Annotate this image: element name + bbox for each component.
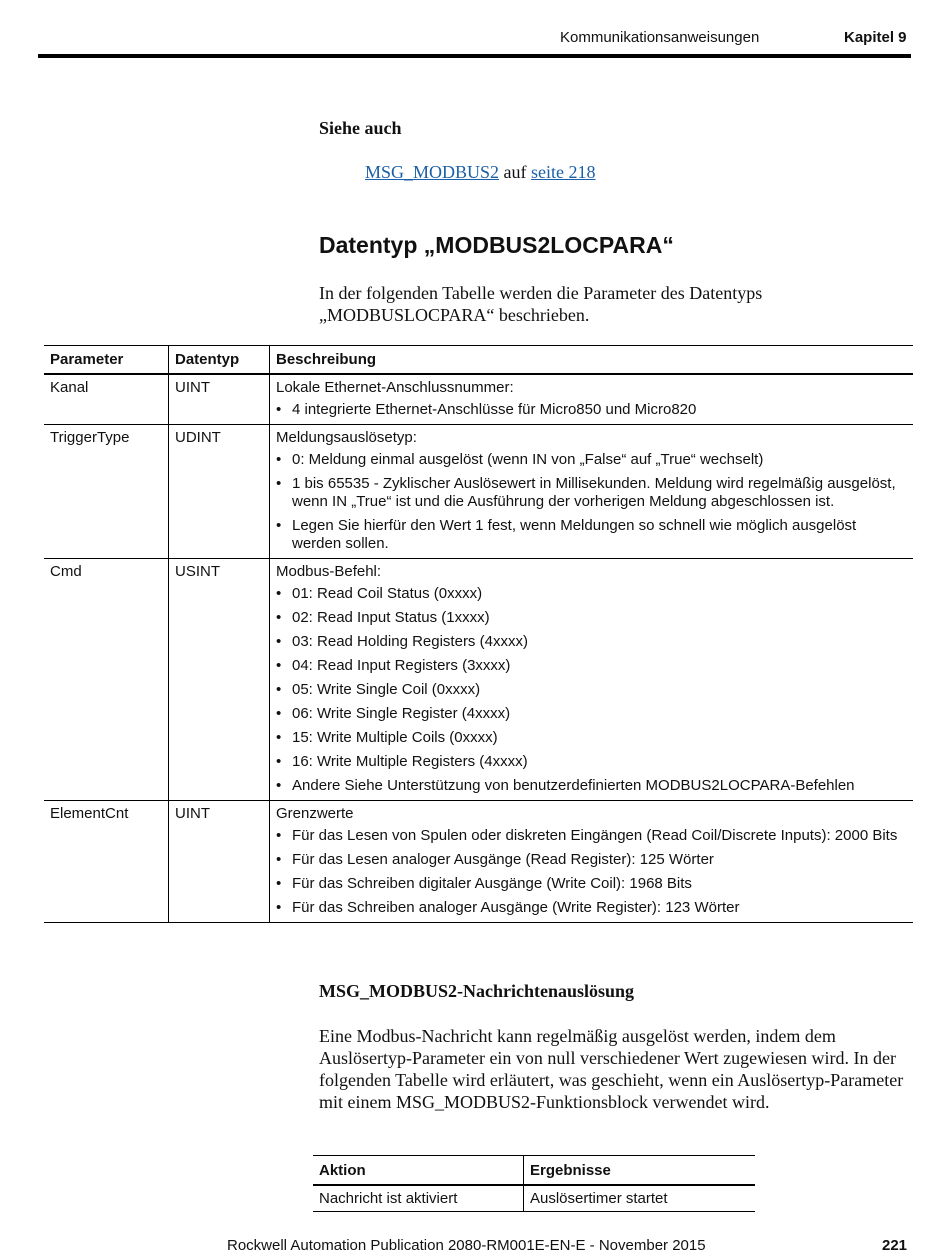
page-number: 221 — [882, 1237, 908, 1254]
parameter-cell: TriggerType — [44, 425, 169, 559]
column-header-parameter: Parameter — [44, 346, 169, 375]
table-header-row — [44, 346, 913, 375]
table-row — [313, 1185, 755, 1212]
subsection-title: MSG_MODBUS2-Nachrichtenauslösung — [319, 981, 635, 1001]
description-cell — [270, 374, 914, 425]
list-item: • Für das Lesen von Spulen oder diskreten Eingängen (Read Coil/Discrete Inputs): 2000 Bits — [276, 827, 907, 845]
column-header-results: Ergebnisse — [524, 1156, 756, 1186]
parameter-table — [44, 345, 913, 923]
link-page-218[interactable]: seite 218 — [531, 162, 596, 182]
table-row — [44, 559, 913, 801]
header-rule — [38, 54, 911, 58]
footer-publication: Rockwell Automation Publication 2080-RM001E-EN-E - November 2015 — [227, 1237, 706, 1254]
parameter-cell: ElementCnt — [44, 801, 169, 923]
datatype-cell: USINT — [169, 559, 270, 801]
list-item: • 04: Read Input Registers (3xxxx) — [276, 657, 907, 675]
section-title: Datentyp „MODBUS2LOCPARA“ — [319, 232, 674, 258]
description-list — [276, 827, 907, 917]
list-item: • Legen Sie hierfür den Wert 1 fest, wenn Meldungen so schnell wie möglich ausgelöst werden sollen. — [276, 517, 907, 553]
parameter-cell: Kanal — [44, 374, 169, 425]
section-intro: In der folgenden Tabelle werden die Parameter des Datentyps „MODBUSLOCPARA“ beschrieben. — [319, 283, 763, 325]
result-cell: Auslösertimer startet — [524, 1185, 756, 1212]
see-also-heading: Siehe auch — [319, 118, 402, 138]
list-item: • 05: Write Single Coil (0xxxx) — [276, 681, 907, 699]
description-text: Grenzwerte — [276, 805, 354, 822]
datatype-cell: UDINT — [169, 425, 270, 559]
list-item: • 01: Read Coil Status (0xxxx) — [276, 585, 907, 603]
list-item: • 0: Meldung einmal ausgelöst (wenn IN von „False“ auf „True“ wechselt) — [276, 451, 907, 469]
description-text: Lokale Ethernet-Anschlussnummer: — [276, 379, 514, 396]
description-list — [276, 585, 907, 795]
list-item: • 4 integrierte Ethernet-Anschlüsse für Micro850 und Micro820 — [276, 401, 907, 419]
column-header-datatype: Datentyp — [169, 346, 270, 375]
datatype-cell: UINT — [169, 801, 270, 923]
list-item: • 15: Write Multiple Coils (0xxxx) — [276, 729, 907, 747]
list-item: • Für das Schreiben analoger Ausgänge (Write Register): 123 Wörter — [276, 899, 907, 917]
list-item: • 02: Read Input Status (1xxxx) — [276, 609, 907, 627]
list-item: • Für das Lesen analoger Ausgänge (Read Register): 125 Wörter — [276, 851, 907, 869]
see-also-line — [365, 162, 596, 183]
table-row — [44, 801, 913, 923]
subsection-body: Eine Modbus-Nachricht kann regelmäßig ausgelöst werden, indem dem Auslösertyp-Parameter ein von null verschiedener Wert zugewiesen wird. In der folgenden Tabelle wird erläutert, was geschieht, wenn ein Auslösertyp-Parameter mit einem MSG_MODBUS2-Funktionsblock verwendet wird. — [319, 1026, 904, 1112]
table-header-row — [313, 1156, 755, 1186]
list-item: • Für das Schreiben digitaler Ausgänge (Write Coil): 1968 Bits — [276, 875, 907, 893]
description-list — [276, 401, 907, 419]
list-item: • 06: Write Single Register (4xxxx) — [276, 705, 907, 723]
running-header-section: Kommunikationsanweisungen — [560, 29, 760, 46]
list-item: • 03: Read Holding Registers (4xxxx) — [276, 633, 907, 651]
list-item: • 16: Write Multiple Registers (4xxxx) — [276, 753, 907, 771]
description-list — [276, 451, 907, 553]
description-text: Meldungsauslösetyp: — [276, 429, 417, 446]
description-text: Modbus-Befehl: — [276, 563, 382, 580]
description-cell — [270, 801, 914, 923]
description-cell — [270, 559, 914, 801]
see-also-connector: auf — [499, 162, 532, 182]
datatype-cell: UINT — [169, 374, 270, 425]
action-table — [313, 1155, 755, 1212]
table-row — [44, 425, 913, 559]
list-item: • 1 bis 65535 - Zyklischer Auslösewert in Millisekunden. Meldung wird regelmäßig ausgelöst, wenn IN „True“ ist und die Ausführung der vorherigen Meldung abgeschlossen ist. — [276, 475, 907, 511]
column-header-action: Aktion — [313, 1156, 524, 1186]
table-row — [44, 374, 913, 425]
description-cell — [270, 425, 914, 559]
parameter-cell: Cmd — [44, 559, 169, 801]
list-item: • Andere Siehe Unterstützung von benutzerdefinierten MODBUS2LOCPARA-Befehlen — [276, 777, 907, 795]
link-msg-modbus2[interactable]: MSG_MODBUS2 — [365, 162, 500, 182]
column-header-description: Beschreibung — [270, 346, 914, 375]
running-header-chapter: Kapitel 9 — [844, 29, 907, 46]
action-cell: Nachricht ist aktiviert — [313, 1185, 524, 1212]
